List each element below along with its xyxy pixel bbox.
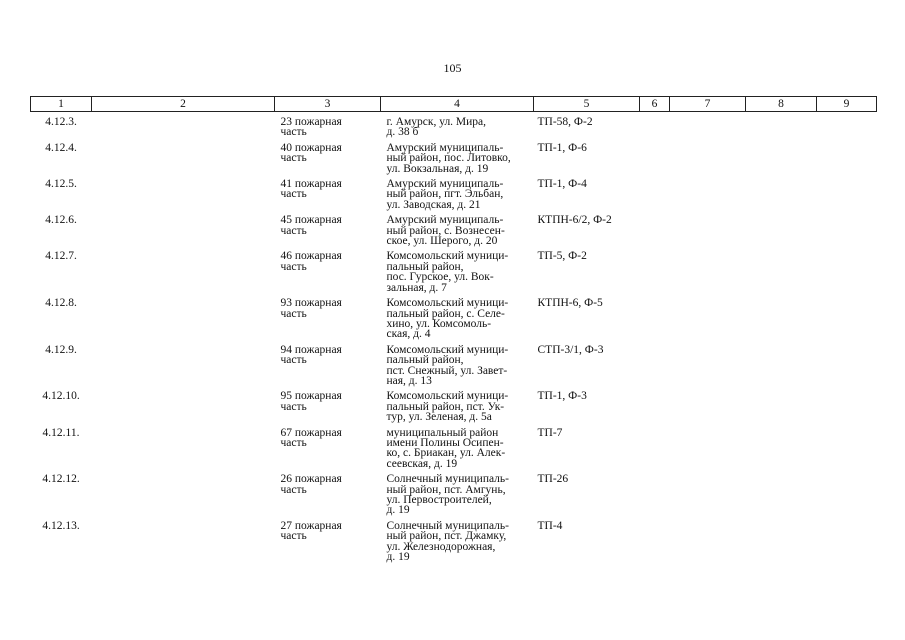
fire-unit-line: 23 пожарная — [280, 116, 342, 128]
address-line: Амурский муниципаль- — [386, 141, 504, 154]
fire-unit-line: 93 пожарная — [280, 297, 342, 310]
address-line: д. 19 — [386, 504, 410, 517]
substation: ТП-7 — [537, 426, 563, 439]
fire-unit-line: 94 пожарная — [280, 343, 342, 356]
address-line: ный район, пос. Литовко, — [386, 152, 511, 165]
column-header: 3 — [275, 97, 381, 112]
substation: КТПН-6/2, Ф-2 — [537, 214, 612, 227]
empty-cell — [92, 215, 275, 251]
table-row — [31, 112, 877, 143]
empty-cell — [670, 474, 746, 521]
empty-cell — [670, 391, 746, 427]
empty-cell — [640, 112, 670, 143]
table-row — [31, 251, 877, 298]
column-header: 7 — [670, 97, 746, 112]
empty-cell — [640, 345, 670, 392]
empty-cell — [670, 179, 746, 215]
address-line: зальная, д. 7 — [386, 281, 447, 294]
address-line: г. Амурск, ул. Мира, — [386, 116, 487, 128]
address-line: имени Полины Осипен- — [386, 436, 504, 449]
empty-cell — [640, 521, 670, 568]
address-line: ко, с. Бриакан, ул. Алек- — [386, 447, 506, 460]
address — [381, 215, 534, 251]
empty-cell — [92, 391, 275, 427]
address-line: муниципальный район — [386, 426, 499, 439]
row-number: 4.12.5. — [45, 178, 77, 191]
empty-cell — [670, 521, 746, 568]
empty-cell — [746, 521, 817, 568]
empty-cell — [92, 521, 275, 568]
substation: КТПН-6, Ф-5 — [537, 297, 603, 310]
address — [381, 391, 534, 427]
address — [381, 112, 534, 143]
row-number: 4.12.11. — [42, 426, 80, 439]
address-line: Солнечный муниципаль- — [386, 519, 509, 532]
address-line: ул. Первостроителей, — [386, 494, 492, 506]
substation: ТП-1, Ф-4 — [537, 178, 587, 191]
fire-unit-line: часть — [280, 530, 307, 543]
address — [381, 251, 534, 298]
empty-cell — [817, 215, 877, 251]
empty-cell — [670, 112, 746, 143]
empty-cell — [640, 179, 670, 215]
fire-unit-line: 40 пожарная — [280, 141, 342, 154]
address-line: пальный район, — [386, 354, 464, 367]
table-row — [31, 391, 877, 427]
address-line: ское, ул. Шерого, д. 20 — [386, 235, 498, 248]
empty-cell — [640, 474, 670, 521]
row-number: 4.12.12. — [42, 473, 80, 486]
empty-cell — [640, 428, 670, 475]
address-line: ул. Железнодорожная, — [386, 540, 496, 553]
empty-cell — [92, 345, 275, 392]
empty-cell — [746, 143, 817, 179]
table-row — [31, 215, 877, 251]
address-line: Комсомольский муници- — [386, 297, 509, 310]
address-line: ская, д. 4 — [386, 328, 431, 341]
address — [381, 521, 534, 568]
fire-unit — [275, 521, 381, 568]
address — [381, 298, 534, 345]
fire-unit-line: часть — [280, 483, 307, 496]
empty-cell — [92, 251, 275, 298]
address — [381, 345, 534, 392]
fire-unit-line: 46 пожарная — [280, 250, 342, 263]
address-line: д. 19 — [386, 551, 410, 564]
fire-unit — [275, 391, 381, 427]
address — [381, 474, 534, 521]
column-header: 4 — [381, 97, 534, 112]
column-header: 8 — [746, 97, 817, 112]
fire-unit-line: часть — [280, 152, 307, 165]
table-row — [31, 298, 877, 345]
fire-unit-line: 45 пожарная — [280, 214, 342, 227]
empty-cell — [746, 179, 817, 215]
address-line: Комсомольский муници- — [386, 250, 509, 263]
empty-cell — [817, 345, 877, 392]
fire-unit-line: 95 пожарная — [280, 390, 342, 403]
table-row — [31, 179, 877, 215]
address-line: д. 38 б — [386, 126, 419, 139]
fire-unit-line: 27 пожарная — [280, 519, 342, 532]
empty-cell — [817, 112, 877, 143]
empty-cell — [746, 215, 817, 251]
empty-cell — [92, 143, 275, 179]
empty-cell — [817, 143, 877, 179]
substation: ТП-58, Ф-2 — [537, 116, 593, 128]
empty-cell — [817, 521, 877, 568]
fire-unit-line: 67 пожарная — [280, 426, 342, 439]
fire-unit-line: часть — [280, 400, 307, 413]
fire-unit — [275, 428, 381, 475]
address — [381, 143, 534, 179]
address-line: ный район, пст. Амгунь, — [386, 483, 506, 496]
data-table — [30, 96, 877, 567]
fire-unit — [275, 179, 381, 215]
empty-cell — [640, 251, 670, 298]
fire-unit-line: часть — [280, 188, 307, 201]
address-line: ный район, пгт. Эльбан, — [386, 188, 504, 201]
empty-cell — [746, 112, 817, 143]
fire-unit — [275, 474, 381, 521]
fire-unit-line: часть — [280, 307, 307, 320]
row-number: 4.12.8. — [45, 297, 77, 310]
empty-cell — [670, 215, 746, 251]
row-number: 4.12.6. — [45, 214, 77, 227]
fire-unit — [275, 143, 381, 179]
address — [381, 179, 534, 215]
empty-cell — [640, 298, 670, 345]
row-number: 4.12.9. — [45, 343, 77, 356]
fire-unit — [275, 298, 381, 345]
empty-cell — [746, 391, 817, 427]
empty-cell — [92, 112, 275, 143]
substation: ТП-1, Ф-6 — [537, 141, 587, 154]
address-line: Амурский муниципаль- — [386, 214, 504, 227]
table-row — [31, 143, 877, 179]
row-number: 4.12.4. — [45, 141, 77, 154]
substation: ТП-26 — [537, 473, 569, 486]
fire-unit-line: часть — [280, 224, 307, 237]
substation: ТП-4 — [537, 519, 563, 532]
empty-cell — [817, 251, 877, 298]
substation: СТП-3/1, Ф-3 — [537, 343, 604, 356]
row-number: 4.12.3. — [45, 116, 77, 128]
fire-unit-line: 26 пожарная — [280, 473, 342, 486]
address-line: ул. Вокзальная, д. 19 — [386, 162, 489, 175]
address-line: пальный район, с. Селе- — [386, 307, 505, 320]
table-row — [31, 345, 877, 392]
empty-cell — [817, 474, 877, 521]
empty-cell — [817, 179, 877, 215]
empty-cell — [746, 251, 817, 298]
table-row — [31, 428, 877, 475]
address-line: ная, д. 13 — [386, 374, 432, 387]
table-row — [31, 521, 877, 568]
empty-cell — [746, 428, 817, 475]
column-header: 5 — [534, 97, 640, 112]
row-number: 4.12.7. — [45, 250, 77, 263]
empty-cell — [670, 143, 746, 179]
address — [381, 428, 534, 475]
address-line: Комсомольский муници- — [386, 390, 509, 403]
column-header: 6 — [640, 97, 670, 112]
empty-cell — [670, 298, 746, 345]
empty-cell — [640, 143, 670, 179]
address-line: ный район, с. Вознесен- — [386, 224, 505, 237]
empty-cell — [670, 345, 746, 392]
column-header: 9 — [817, 97, 877, 112]
table-row — [31, 474, 877, 521]
address-line: хино, ул. Комсомоль- — [386, 317, 492, 330]
address-line: Амурский муниципаль- — [386, 178, 504, 191]
address-line: Солнечный муниципаль- — [386, 473, 509, 486]
address-line: пст. Снежный, ул. Завет- — [386, 364, 508, 377]
empty-cell — [670, 251, 746, 298]
row-number: 4.12.10. — [42, 390, 80, 403]
empty-cell — [817, 428, 877, 475]
empty-cell — [640, 391, 670, 427]
address-line: пальный район, — [386, 260, 464, 273]
substation: ТП-1, Ф-3 — [537, 390, 587, 403]
empty-cell — [92, 428, 275, 475]
fire-unit-line: часть — [280, 354, 307, 367]
address-line: пос. Гурское, ул. Вок- — [386, 271, 494, 284]
fire-unit — [275, 345, 381, 392]
empty-cell — [92, 474, 275, 521]
address-line: пальный район, пст. Ук- — [386, 400, 505, 413]
empty-cell — [92, 298, 275, 345]
substation: ТП-5, Ф-2 — [537, 250, 587, 263]
fire-unit-line: часть — [280, 436, 307, 449]
empty-cell — [640, 215, 670, 251]
address-line: ный район, пст. Джамку, — [386, 530, 507, 543]
fire-unit-line: часть — [280, 126, 307, 139]
column-header: 2 — [92, 97, 275, 112]
address-line: тур, ул. Зеленая, д. 5а — [386, 411, 492, 424]
fire-unit — [275, 112, 381, 143]
fire-unit — [275, 215, 381, 251]
fire-unit-line: 41 пожарная — [280, 178, 342, 191]
empty-cell — [746, 298, 817, 345]
address-line: сеевская, д. 19 — [386, 457, 458, 470]
empty-cell — [92, 179, 275, 215]
column-header: 1 — [31, 97, 92, 112]
empty-cell — [817, 298, 877, 345]
fire-unit-line: часть — [280, 260, 307, 273]
row-number: 4.12.13. — [42, 519, 80, 532]
fire-unit — [275, 251, 381, 298]
page-number: 105 — [443, 61, 462, 75]
empty-cell — [746, 474, 817, 521]
empty-cell — [746, 345, 817, 392]
empty-cell — [817, 391, 877, 427]
address-line: ул. Заводская, д. 21 — [386, 198, 481, 211]
empty-cell — [670, 428, 746, 475]
header-row — [31, 97, 877, 112]
address-line: Комсомольский муници- — [386, 343, 509, 356]
